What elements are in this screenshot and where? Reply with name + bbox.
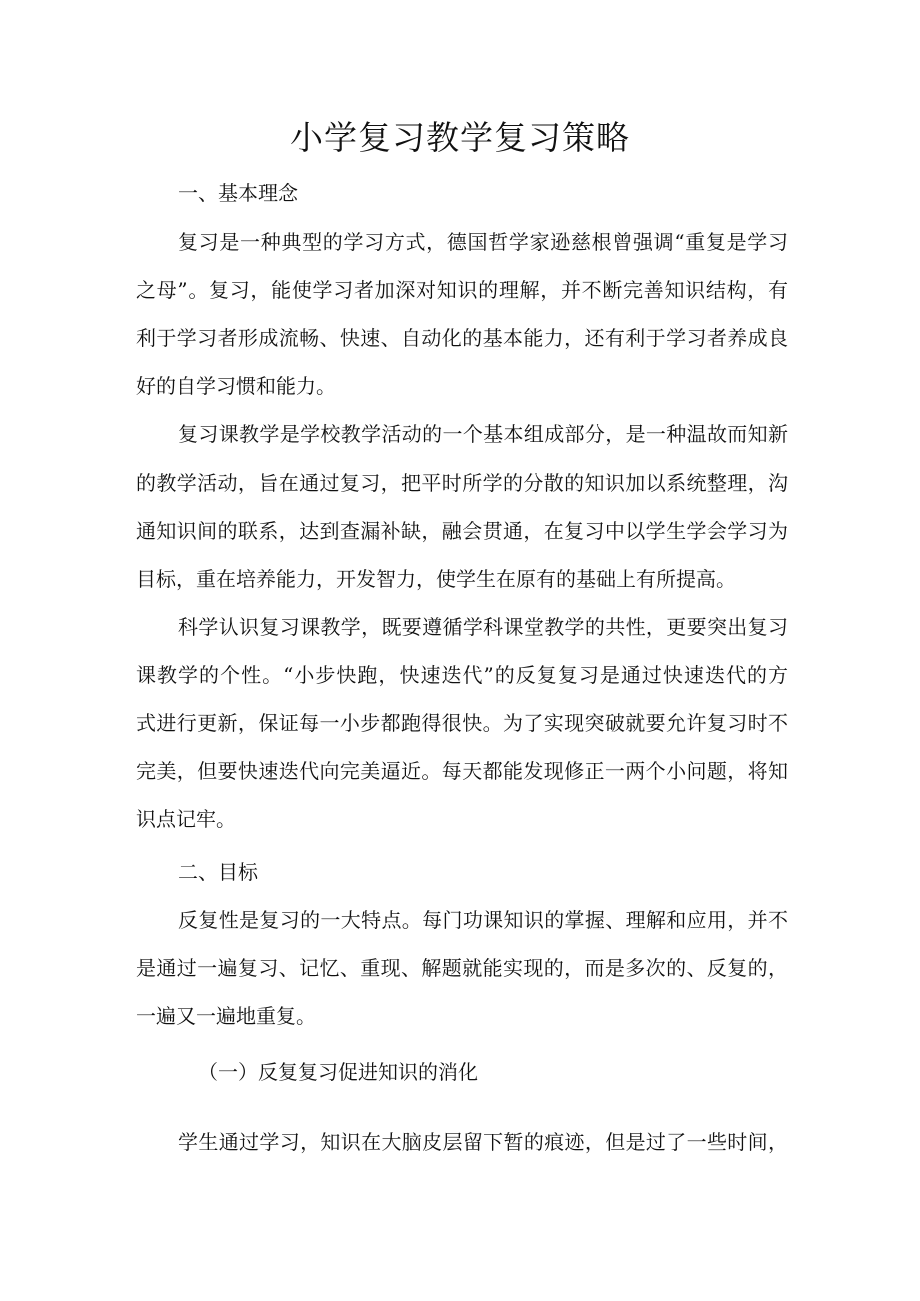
paragraph-3-line-5: 识点记牢。 [136,807,236,831]
paragraph-3-line-3: 式进行更新，保证每一小步都跑得很快。为了实现突破就要允许复习时不 [136,711,788,735]
paragraph-3-line-2: 课教学的个性。“小步快跑，快速迭代”的反复复习是通过快速迭代的方 [136,663,788,687]
paragraph-2-line-4: 目标，重在培养能力，开发智力，使学生在原有的基础上有所提高。 [136,567,736,591]
paragraph-5-line-1: 学生通过学习，知识在大脑皮层留下暂的痕迹，但是过了一些时间， [178,1130,788,1154]
paragraph-1-line-4: 好的自学习惯和能力。 [136,374,336,398]
paragraph-2-line-1: 复习课教学是学校教学活动的一个基本组成部分，是一种温故而知新 [178,422,788,446]
paragraph-4-line-2: 是通过一遍复习、记忆、重现、解题就能实现的，而是多次的、反复的， [136,956,788,980]
paragraph-2-line-3: 通知识间的联系，达到查漏补缺，融会贯通，在复习中以学生学会学习为 [136,519,788,543]
paragraph-3-line-1: 科学认识复习课教学，既要遵循学科课堂教学的共性，更要突出复习 [178,615,788,639]
section-heading-basic-concept: 一、基本理念 [178,181,298,205]
paragraph-2-line-2: 的教学活动，旨在通过复习，把平时所学的分散的知识加以系统整理，沟 [136,471,788,495]
paragraph-1-line-1: 复习是一种典型的学习方式，德国哲学家逊慈根曾强调“重复是学习 [178,230,788,254]
section-heading-goals: 二、目标 [178,860,258,884]
paragraph-4-line-1: 反复性是复习的一大特点。每门功课知识的掌握、理解和应用，并不 [178,908,788,932]
subsection-heading-review: （一）反复复习促进知识的消化 [198,1060,478,1084]
page-title: 小学复习教学复习策略 [290,118,630,157]
paragraph-1-line-3: 利于学习者形成流畅、快速、自动化的基本能力，还有利于学习者养成良 [136,326,788,350]
paragraph-3-line-4: 完美，但要快速迭代向完美逼近。每天都能发现修正一两个小问题，将知 [136,759,788,783]
paragraph-1-line-2: 之母”。复习，能使学习者加深对知识的理解，并不断完善知识结构，有 [136,278,788,302]
paragraph-4-line-3: 一遍又一遍地重复。 [136,1004,316,1028]
